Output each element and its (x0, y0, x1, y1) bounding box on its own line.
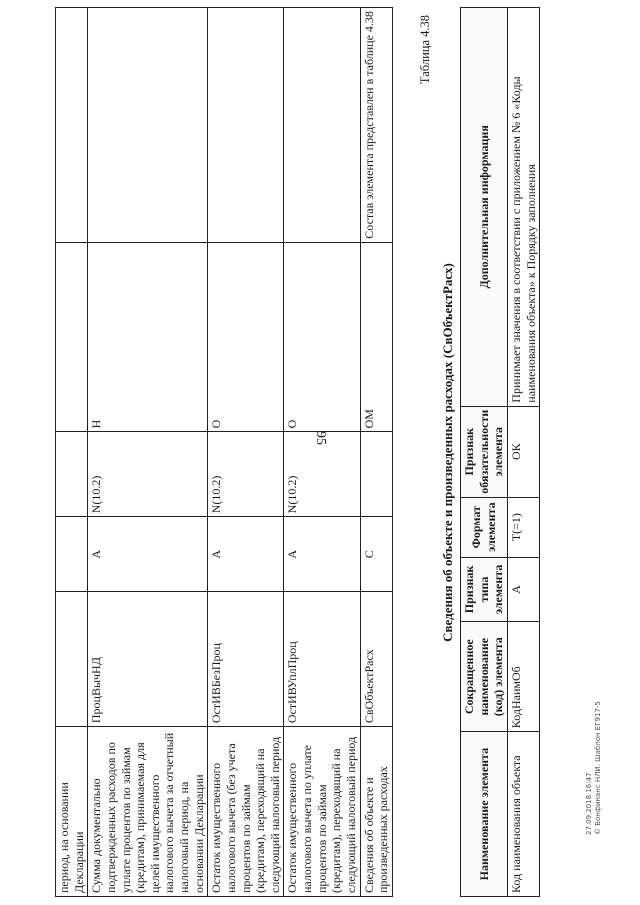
element-name-cell: Сведения об объекте и произведенных расходах (360, 727, 392, 897)
element-code-cell (56, 592, 88, 727)
element-required-cell: О (208, 242, 284, 432)
element-code-cell: ОстИВУплПроц (284, 592, 360, 727)
header-element-format: Формат элемента (461, 497, 508, 557)
header-element-type: Признак типа элемента (461, 557, 508, 622)
table-row (507, 8, 539, 897)
element-format-cell: T(=1) (507, 497, 539, 557)
element-code-cell: ПроцВычНД (88, 592, 208, 727)
header-element-required: Признак обязательности элемента (461, 406, 508, 497)
element-type-cell: А (284, 517, 360, 592)
page-number: 95 (313, 431, 328, 445)
continuation-table (55, 7, 393, 897)
header-additional-info: Дополнительная информация (461, 8, 508, 407)
element-format-cell: N(10.2) (88, 432, 208, 517)
element-required-cell: ОМ (360, 242, 392, 432)
element-type-cell: С (360, 517, 392, 592)
table-row (56, 8, 88, 897)
element-required-cell: Н (88, 242, 208, 432)
element-required-cell: ОК (507, 406, 539, 497)
element-format-cell: N(10.2) (208, 432, 284, 517)
header-element-name: Наименование элемента (461, 732, 508, 897)
table-row (208, 8, 284, 897)
element-info-cell: Принимает значения в соответствии с приложением № 6 «Коды наименования объекта» к Порядку заполнения (507, 8, 539, 407)
element-type-cell: А (88, 517, 208, 592)
element-type-cell (56, 517, 88, 592)
table-4-38 (460, 7, 540, 897)
table-row (360, 8, 392, 897)
header-element-code: Сокращенное наименование (код) элемента (461, 622, 508, 732)
element-format-cell: N(10.2) (284, 432, 360, 517)
element-name-cell: Остаток имущественного налогового вычета по уплате процентов по займам (кредитам), переходящий на следующий налоговый период (284, 727, 360, 897)
table-title: Сведения об объекте и произведенных расходах (СвОбъектРасх) (440, 263, 455, 642)
element-required-cell: О (284, 242, 360, 432)
element-name-cell: Остаток имущественного налогового вычета (без учета процентов по займам (кредитам), переходящий на следующий налоговый период (208, 727, 284, 897)
element-name-cell: Код наименования объекта (507, 732, 539, 897)
element-code-cell: ОстИВБезПроц (208, 592, 284, 727)
element-info-cell (208, 8, 284, 243)
element-required-cell (56, 242, 88, 432)
element-info-cell (56, 8, 88, 243)
stamp-source: © Бонфинанс НЛИ. Шаблон ЕГ917-5 (594, 701, 603, 835)
element-type-cell: А (208, 517, 284, 592)
element-info-cell (284, 8, 360, 243)
element-name-cell: Сумма документально подтвержденных расходов по уплате процентов по займам (кредитам), принимаемая для целей имущественного налогового вычета за отчетный налоговый период, на основании Декларации (88, 727, 208, 897)
element-format-cell (56, 432, 88, 517)
element-code-cell: СвОбъектРасх (360, 592, 392, 727)
table-number: Таблица 4.38 (418, 15, 432, 85)
element-name-cell: период, на основании Декларации (56, 727, 88, 897)
stamp-date: 27.09.2018 16:47 (585, 772, 593, 835)
element-format-cell (360, 432, 392, 517)
table-row (284, 8, 360, 897)
element-code-cell: КодНаимОб (507, 622, 539, 732)
table-row (88, 8, 208, 897)
table-header-row (461, 8, 508, 897)
print-stamp (585, 701, 603, 835)
element-info-cell (88, 8, 208, 243)
element-info-cell: Состав элемента представлен в таблице 4.38 (360, 8, 392, 243)
element-type-cell: А (507, 557, 539, 622)
